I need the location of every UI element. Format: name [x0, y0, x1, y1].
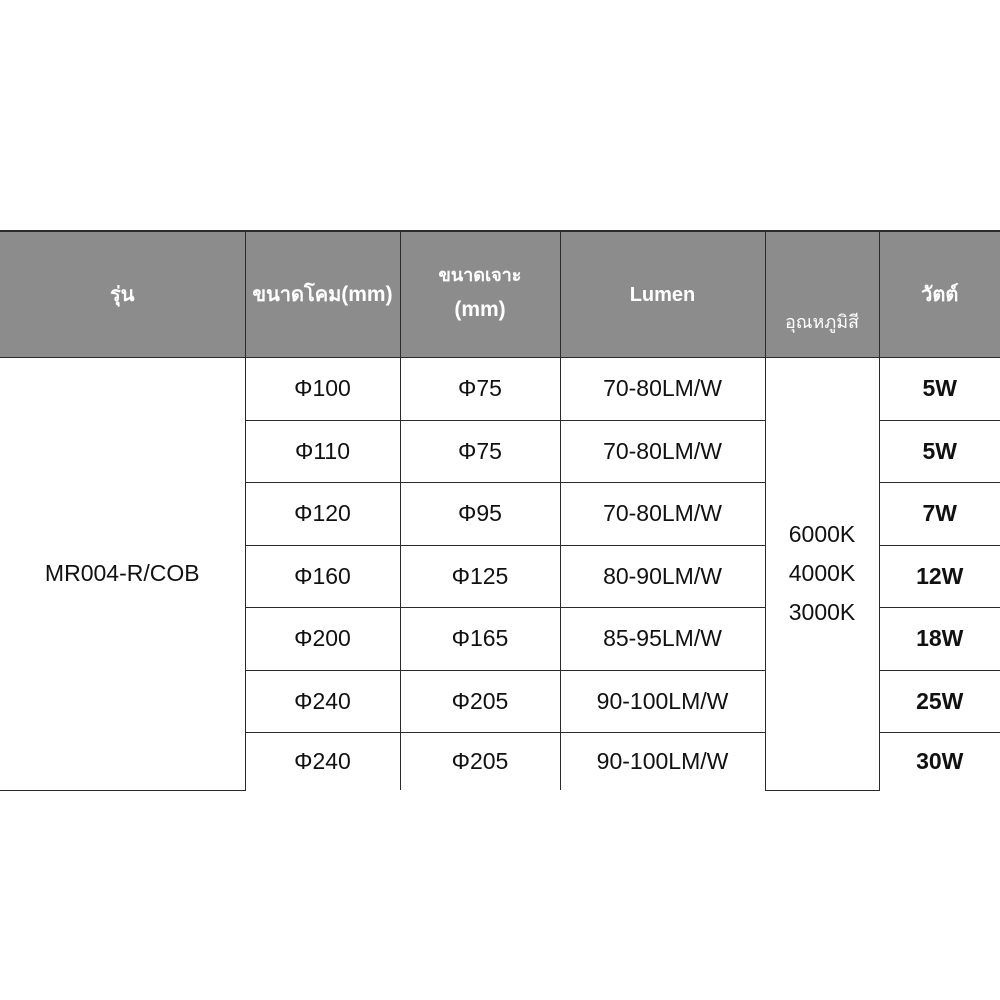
header-hole-size-label: ขนาดเจาะ — [438, 265, 522, 286]
watt-cell: 7W — [879, 483, 1000, 546]
hole-size-cell: Φ125 — [400, 545, 560, 608]
lamp-size-cell: Φ200 — [245, 608, 400, 671]
lumen-cell: 70-80LM/W — [560, 483, 765, 546]
model-cell: MR004-R/COB — [0, 358, 245, 791]
lumen-cell: 70-80LM/W — [560, 358, 765, 421]
color-temp-cell — [765, 358, 879, 791]
header-row — [0, 231, 1000, 358]
lumen-cell: 90-100LM/W — [560, 733, 765, 791]
lumen-cell: 80-90LM/W — [560, 545, 765, 608]
hole-size-cell: Φ75 — [400, 358, 560, 421]
lamp-size-cell: Φ240 — [245, 670, 400, 733]
header-model: รุ่น — [0, 231, 245, 358]
watt-cell: 30W — [879, 733, 1000, 791]
lumen-cell: 90-100LM/W — [560, 670, 765, 733]
hole-size-cell: Φ205 — [400, 733, 560, 791]
color-temp-value: 6000K — [788, 521, 856, 548]
header-lamp-size-unit: (mm) — [341, 282, 393, 306]
lamp-size-cell: Φ160 — [245, 545, 400, 608]
watt-cell: 18W — [879, 608, 1000, 671]
lamp-size-cell: Φ100 — [245, 358, 400, 421]
color-temp-value: 3000K — [788, 599, 856, 626]
header-watt: วัตต์ — [879, 231, 1000, 358]
header-hole-size — [400, 231, 560, 358]
hole-size-cell: Φ165 — [400, 608, 560, 671]
lamp-size-cell: Φ120 — [245, 483, 400, 546]
header-hole-size-unit: (mm) — [454, 297, 506, 321]
lumen-cell: 70-80LM/W — [560, 420, 765, 483]
header-lamp-size-label: ขนาดโคม — [252, 283, 342, 306]
watt-cell: 5W — [879, 420, 1000, 483]
lumen-cell: 85-95LM/W — [560, 608, 765, 671]
color-temp-value: 4000K — [788, 560, 856, 587]
hole-size-cell: Φ95 — [400, 483, 560, 546]
table-row — [0, 358, 1000, 421]
watt-cell: 12W — [879, 545, 1000, 608]
hole-size-cell: Φ205 — [400, 670, 560, 733]
hole-size-cell: Φ75 — [400, 420, 560, 483]
watt-cell: 5W — [879, 358, 1000, 421]
lamp-size-cell: Φ110 — [245, 420, 400, 483]
header-lamp-size — [245, 231, 400, 358]
lamp-size-cell: Φ240 — [245, 733, 400, 791]
watt-cell: 25W — [879, 670, 1000, 733]
header-lumen: Lumen — [560, 231, 765, 358]
header-color-temp: อุณหภูมิสี — [765, 231, 879, 358]
spec-table — [0, 230, 1000, 791]
